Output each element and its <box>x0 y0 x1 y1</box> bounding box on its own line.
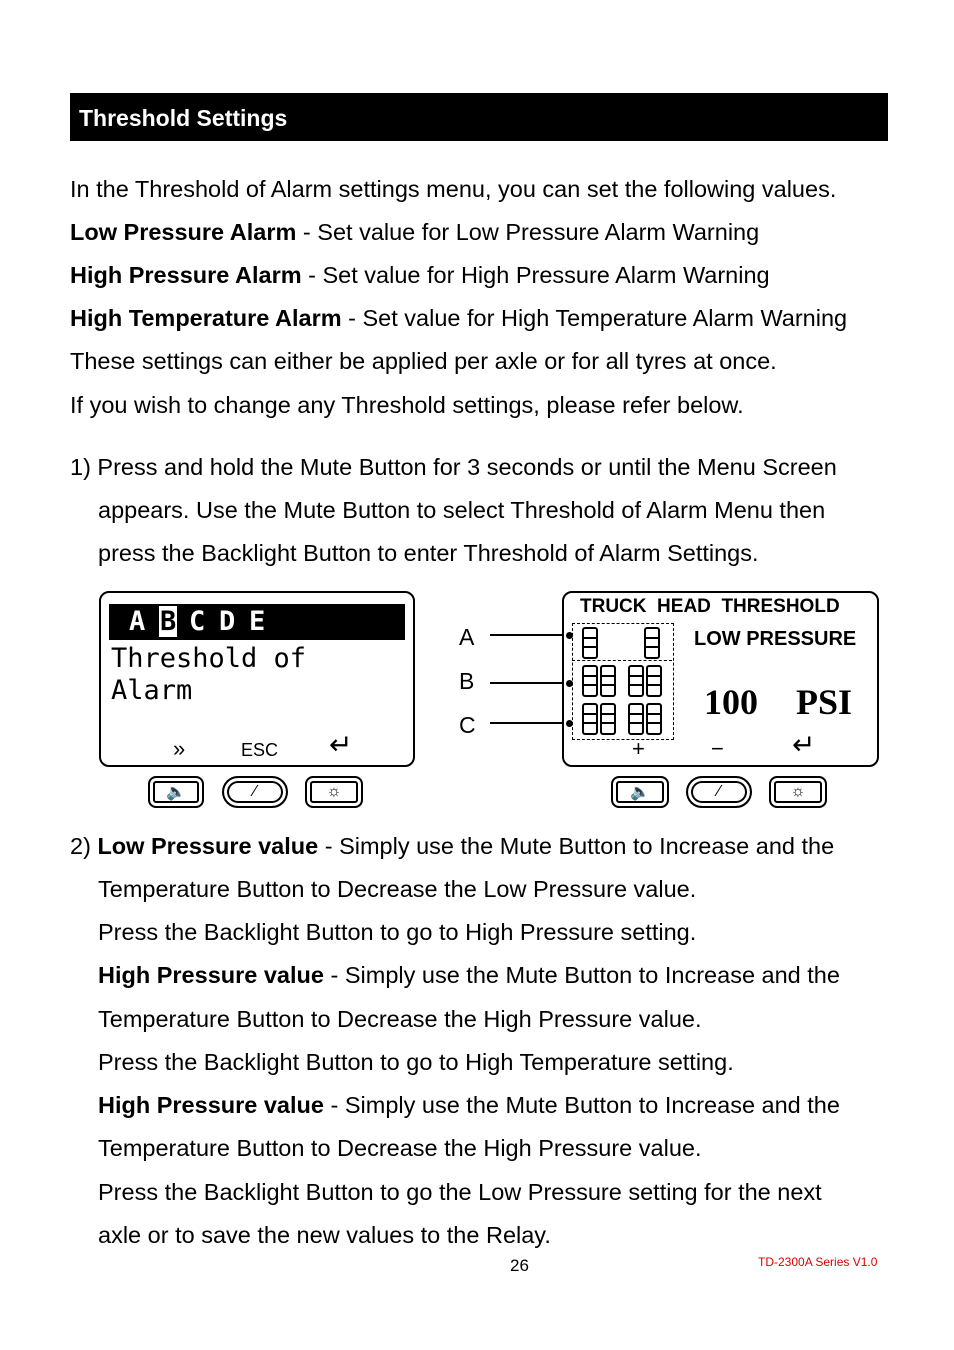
temperature-button[interactable] <box>686 776 752 808</box>
paragraph-refer: If you wish to change any Threshold settings, please refer below. <box>70 392 744 418</box>
menu-screen <box>99 591 415 767</box>
menu-tab-b: B <box>160 606 177 637</box>
step2-line10: axle or to save the new values to the Relay. <box>98 1222 551 1248</box>
pressure-unit: PSI <box>796 682 853 722</box>
next-icon: » <box>173 736 186 761</box>
threshold-screen <box>562 591 879 767</box>
tyre-b2 <box>600 665 616 697</box>
plus-icon: + <box>632 736 645 761</box>
mode-label: LOW PRESSURE <box>694 628 857 650</box>
menu-tab-bar <box>109 604 405 640</box>
tyre-a1 <box>582 627 598 659</box>
tyre-c1 <box>582 703 598 735</box>
axle-a-marker <box>566 632 573 639</box>
step1-line2: appears. Use the Mute Button to select Threshold of Alarm Menu then <box>98 497 826 523</box>
item-high-pressure: High Pressure Alarm - Set value for High Pressure Alarm Warning <box>70 262 770 288</box>
step2-line6: Press the Backlight Button to go to High Temperature setting. <box>98 1049 734 1075</box>
menu-tab-e: E <box>249 606 266 637</box>
menu-title: Threshold of Alarm <box>111 643 307 706</box>
tyre-c4 <box>646 703 662 735</box>
model-version: TD-2300A Series V1.0 <box>758 1255 878 1269</box>
screen-title: TRUCK HEAD THRESHOLD <box>580 596 840 617</box>
pressure-value: 100 <box>704 682 758 722</box>
axle-b-marker <box>566 680 573 687</box>
mute-button[interactable] <box>611 776 669 808</box>
enter-icon: ↵ <box>792 729 816 760</box>
step2-line2: Temperature Button to Decrease the Low Pressure value. <box>98 876 697 902</box>
step1-line1: 1) Press and hold the Mute Button for 3 seconds or until the Menu Screen <box>70 454 837 480</box>
tyre-a2 <box>644 627 660 659</box>
section-header <box>70 93 888 141</box>
step2-line3: Press the Backlight Button to go to High Pressure setting. <box>98 919 697 945</box>
callout-b-line <box>490 682 566 684</box>
step2-line4: High Pressure value - Simply use the Mute Button to Increase and the <box>98 962 840 988</box>
page-number: 26 <box>510 1256 529 1275</box>
menu-tab-c: C <box>189 606 206 637</box>
intro-text: In the Threshold of Alarm settings menu, you can set the following values. <box>70 176 837 202</box>
item-high-temperature: High Temperature Alarm - Set value for High Temperature Alarm Warning <box>70 305 848 331</box>
callout-c: C <box>459 712 476 738</box>
step2-line7: High Pressure value - Simply use the Mute Button to Increase and the <box>98 1092 840 1118</box>
temperature-button[interactable] <box>222 776 288 808</box>
axle-c-marker <box>566 720 573 727</box>
backlight-button[interactable] <box>769 776 827 808</box>
callout-a-line <box>490 634 566 636</box>
tyre-c2 <box>600 703 616 735</box>
mute-button[interactable] <box>148 776 204 808</box>
probe-icon: ⁄ <box>253 783 257 800</box>
tyre-b1 <box>582 665 598 697</box>
menu-tab-a: A <box>129 606 146 637</box>
backlight-button[interactable] <box>305 776 363 808</box>
axle-divider <box>572 660 672 661</box>
section-title: Threshold Settings <box>79 105 288 131</box>
esc-label: ESC <box>241 740 279 760</box>
step1-line3: press the Backlight Button to enter Threshold of Alarm Settings. <box>98 540 759 566</box>
callout-b: B <box>459 668 475 694</box>
bulb-icon: ☼ <box>326 783 342 800</box>
step2-line8: Temperature Button to Decrease the High Pressure value. <box>98 1135 702 1161</box>
tyre-c3 <box>628 703 644 735</box>
step2-line5: Temperature Button to Decrease the High Pressure value. <box>98 1006 702 1032</box>
speaker-icon: 🔈 <box>630 784 650 801</box>
enter-icon: ↵ <box>329 729 353 760</box>
step2-line1: 2) Low Pressure value - Simply use the Mute Button to Increase and the <box>70 833 835 859</box>
tyre-b3 <box>628 665 644 697</box>
minus-icon: − <box>711 736 724 761</box>
bulb-icon: ☼ <box>790 783 806 800</box>
callout-c-line <box>490 722 566 724</box>
speaker-icon: 🔈 <box>166 784 186 801</box>
tyre-b4 <box>646 665 662 697</box>
item-low-pressure: Low Pressure Alarm - Set value for Low Pressure Alarm Warning <box>70 219 760 245</box>
step2-line9: Press the Backlight Button to go the Low Pressure setting for the next <box>98 1179 822 1205</box>
probe-icon: ⁄ <box>717 783 721 800</box>
callout-a: A <box>459 624 475 650</box>
menu-tab-d: D <box>219 606 236 637</box>
paragraph-apply: These settings can either be applied per axle or for all tyres at once. <box>70 348 777 374</box>
